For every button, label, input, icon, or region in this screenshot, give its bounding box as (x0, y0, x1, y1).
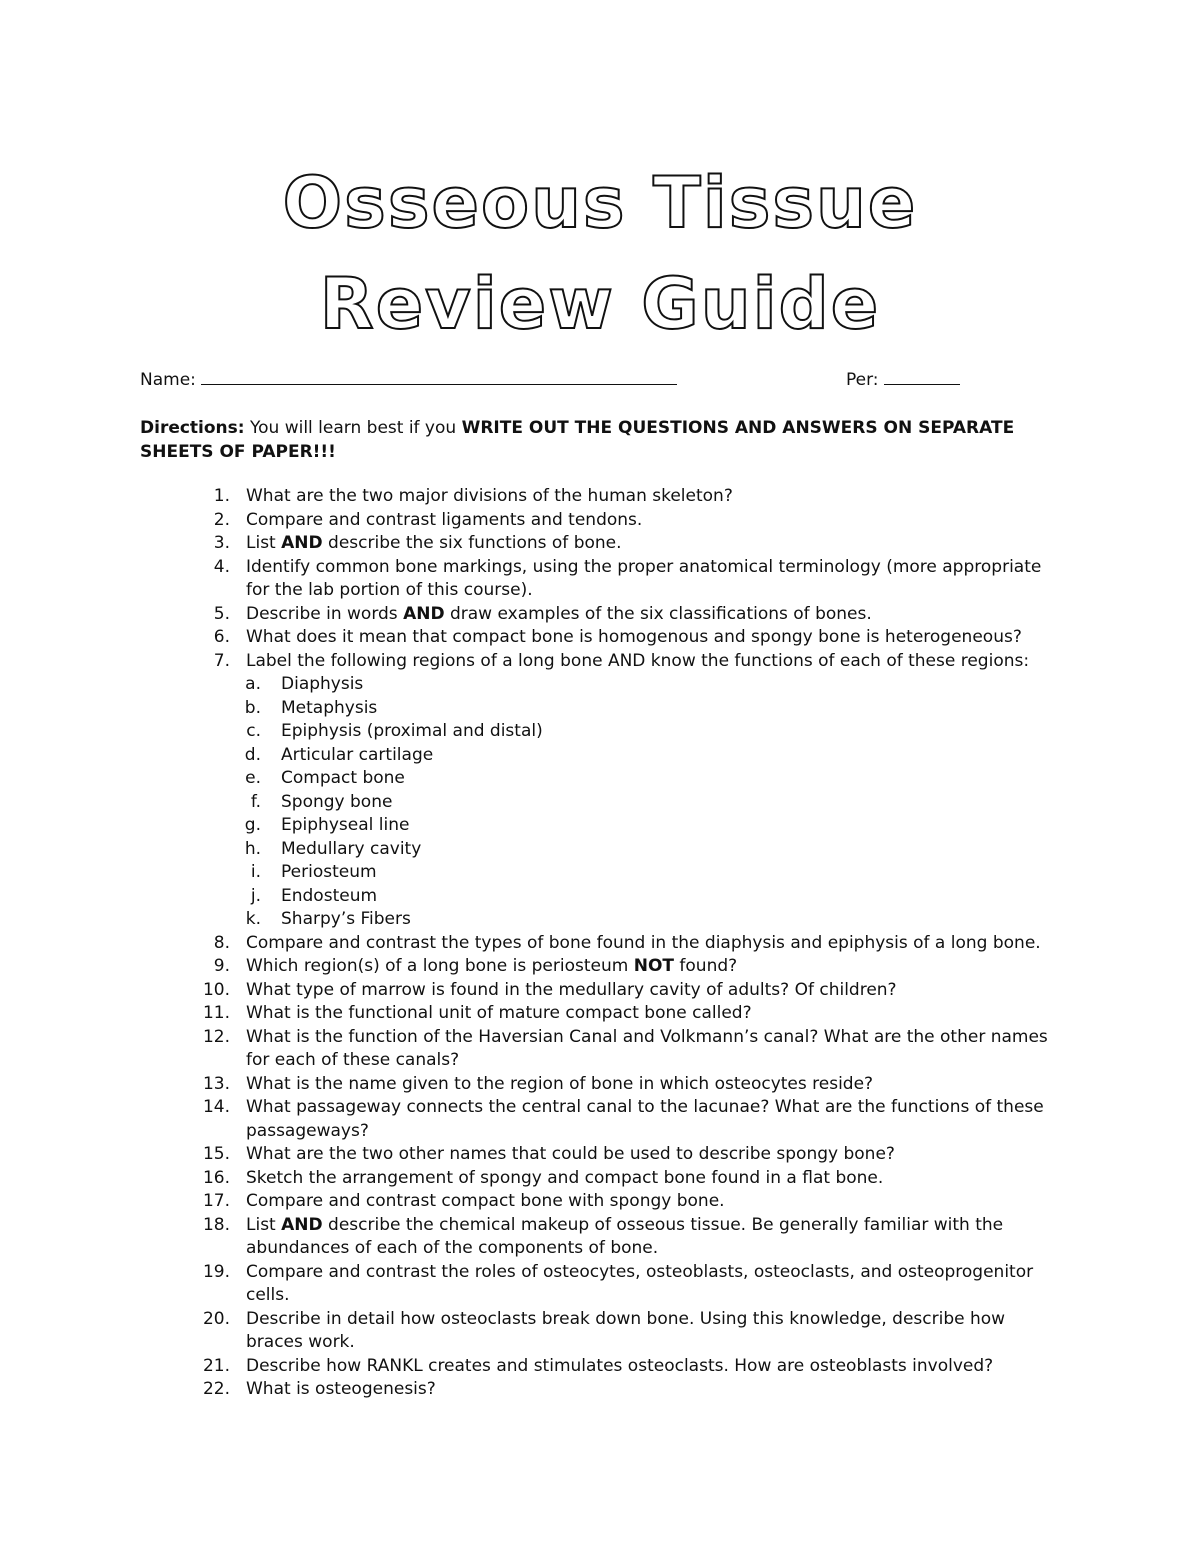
question-text (246, 650, 1029, 674)
question-number: 14. (202, 1097, 230, 1117)
sub-item-text: Endosteum (281, 885, 378, 906)
name-field (140, 370, 677, 390)
sub-item-letter: g. (244, 815, 261, 835)
question-number: 11. (202, 1003, 230, 1023)
question-text (246, 556, 1041, 580)
question-number: 1. (213, 486, 230, 506)
question-number: 2. (213, 509, 230, 530)
text-segment: Which region(s) of a long bone is periosteum (246, 956, 634, 976)
question-text (246, 532, 622, 556)
text-segment: List (246, 1214, 282, 1235)
sub-item-letter: i. (250, 862, 261, 882)
sub-item-text: Epiphysis (proximal and distal) (281, 721, 543, 741)
text-segment: Compare and contrast ligaments and tendons. (246, 509, 643, 530)
period-label: Per: (846, 370, 879, 390)
name-blank-line[interactable] (201, 372, 677, 385)
question-text (246, 1261, 1033, 1285)
question-number: 8. (213, 932, 230, 953)
question-text (246, 932, 1041, 956)
sub-item-text: Diaphysis (281, 674, 364, 694)
text-segment: What is the name given to the region of bone in which osteocytes reside? (246, 1073, 874, 1094)
question-text (246, 1308, 1005, 1332)
sub-item-letter: j. (250, 885, 261, 906)
emphasis-text: NOT (633, 956, 675, 976)
title-line-1: Osseous Tissue (282, 162, 918, 244)
sub-item-text: Compact bone (281, 768, 405, 788)
text-segment: Compare and contrast compact bone with spongy bone. (246, 1191, 725, 1211)
directions-label: Directions: (140, 418, 245, 438)
text-segment: What are the two major divisions of the human skeleton? (246, 486, 733, 506)
question-text (246, 1167, 883, 1191)
sub-item-letter: f. (250, 791, 261, 812)
text-segment: What type of marrow is found in the medullary cavity of adults? Of children? (246, 979, 897, 1000)
sub-item-text: Sharpy’s Fibers (281, 909, 411, 929)
question-text (246, 1096, 1044, 1120)
question-text (246, 1002, 752, 1026)
question-text (246, 626, 1022, 650)
question-text (246, 1331, 355, 1355)
question-number: 9. (213, 956, 230, 976)
question-text (246, 509, 642, 533)
text-segment: What are the two other names that could be used to describe spongy bone? (246, 1144, 895, 1164)
question-text (246, 1378, 436, 1402)
question-number: 12. (202, 1026, 230, 1047)
emphasis-text: AND (403, 603, 445, 624)
question-number: 16. (202, 1167, 230, 1188)
text-segment: for each of these canals? (246, 1050, 460, 1070)
sub-item-text: Medullary cavity (281, 838, 422, 859)
question-number: 18. (202, 1214, 230, 1235)
text-segment: describe the chemical makeup of osseous tissue. Be generally familiar with the (322, 1214, 1004, 1235)
text-segment: Describe in words (246, 603, 404, 624)
text-segment: What passageway connects the central canal to the lacunae? What are the functions of these (246, 1097, 1044, 1117)
question-number: 5. (213, 603, 230, 624)
sub-item-letter: d. (244, 744, 261, 765)
sub-item-letter: c. (246, 721, 261, 741)
text-segment: What is osteogenesis? (246, 1379, 436, 1399)
title-line-2: Review Guide (319, 263, 881, 345)
sub-item-text: Spongy bone (281, 791, 393, 812)
text-segment: Sketch the arrangement of spongy and compact bone found in a flat bone. (246, 1167, 884, 1188)
sub-item-text: Metaphysis (281, 697, 378, 718)
text-segment: What is the function of the Haversian Canal and Volkmann’s canal? What are the other names (246, 1026, 1048, 1047)
sub-item-letter: h. (244, 838, 261, 859)
question-text (246, 979, 897, 1003)
question-number: 19. (202, 1261, 230, 1282)
sub-item-text: Epiphyseal line (281, 815, 410, 835)
question-number: 20. (202, 1308, 230, 1329)
question-number: 6. (213, 627, 230, 647)
question-text (246, 603, 872, 627)
text-segment: braces work. (246, 1332, 355, 1352)
text-segment: What is the functional unit of mature compact bone called? (246, 1003, 752, 1023)
text-segment: found? (674, 956, 738, 976)
question-number: 22. (202, 1379, 230, 1399)
emphasis-text: AND (281, 1214, 323, 1235)
question-text (246, 1284, 290, 1308)
text-segment: Label the following regions of a long bone AND know the functions of each of these regions: (246, 650, 1030, 671)
question-text (246, 1120, 369, 1144)
question-number: 21. (202, 1355, 230, 1376)
question-number: 10. (202, 979, 230, 1000)
directions-text: You will learn best if you (244, 418, 462, 438)
text-segment: Describe in detail how osteoclasts break down bone. Using this knowledge, describe how (246, 1308, 1006, 1329)
question-text (246, 1190, 725, 1214)
directions-emphasis: WRITE OUT THE QUESTIONS AND ANSWERS ON SEPARATE SHEETS OF PAPER!!! (140, 418, 1015, 462)
question-number: 17. (202, 1191, 230, 1211)
question-number: 4. (213, 556, 230, 577)
question-text (246, 1214, 1003, 1238)
text-segment: draw examples of the six classifications of bones. (444, 603, 872, 624)
text-segment: abundances of each of the components of bone. (246, 1238, 659, 1258)
sub-item-text: Articular cartilage (281, 744, 434, 765)
sub-item-letter: a. (245, 674, 261, 694)
sub-item-letter: e. (245, 768, 261, 788)
text-segment: List (246, 533, 282, 553)
text-segment: Identify common bone markings, using the proper anatomical terminology (more appropriate (246, 556, 1042, 577)
question-text (246, 579, 533, 603)
question-number: 7. (213, 650, 230, 671)
text-segment: Compare and contrast the roles of osteocytes, osteoblasts, osteoclasts, and osteoprogenitor (246, 1261, 1034, 1282)
text-segment: Compare and contrast the types of bone found in the diaphysis and epiphysis of a long bone. (246, 932, 1041, 953)
sub-item-letter: k. (245, 909, 261, 929)
question-number: 15. (202, 1144, 230, 1164)
sub-item-letter: b. (244, 697, 261, 718)
text-segment: describe the six functions of bone. (322, 533, 622, 553)
text-segment: passageways? (246, 1120, 369, 1141)
question-text (246, 1355, 993, 1379)
question-text (246, 955, 737, 979)
question-number: 13. (202, 1073, 230, 1094)
text-segment: cells. (246, 1285, 290, 1305)
sub-item-text: Periosteum (281, 862, 377, 882)
question-number: 3. (213, 533, 230, 553)
emphasis-text: AND (281, 533, 323, 553)
question-text (246, 1143, 895, 1167)
question-text (246, 1026, 1048, 1050)
text-segment: for the lab portion of this course). (246, 580, 533, 600)
text-segment: Describe how RANKL creates and stimulates osteoclasts. How are osteoblasts involved? (246, 1355, 994, 1376)
question-text (246, 485, 733, 509)
question-text (246, 1049, 459, 1073)
period-blank-line[interactable] (884, 372, 960, 385)
name-label: Name: (140, 370, 196, 390)
question-text (246, 1237, 658, 1261)
period-field (846, 370, 960, 390)
directions-paragraph (140, 417, 1070, 464)
text-segment: What does it mean that compact bone is homogenous and spongy bone is heterogeneous? (246, 627, 1022, 647)
question-text (246, 1073, 873, 1097)
